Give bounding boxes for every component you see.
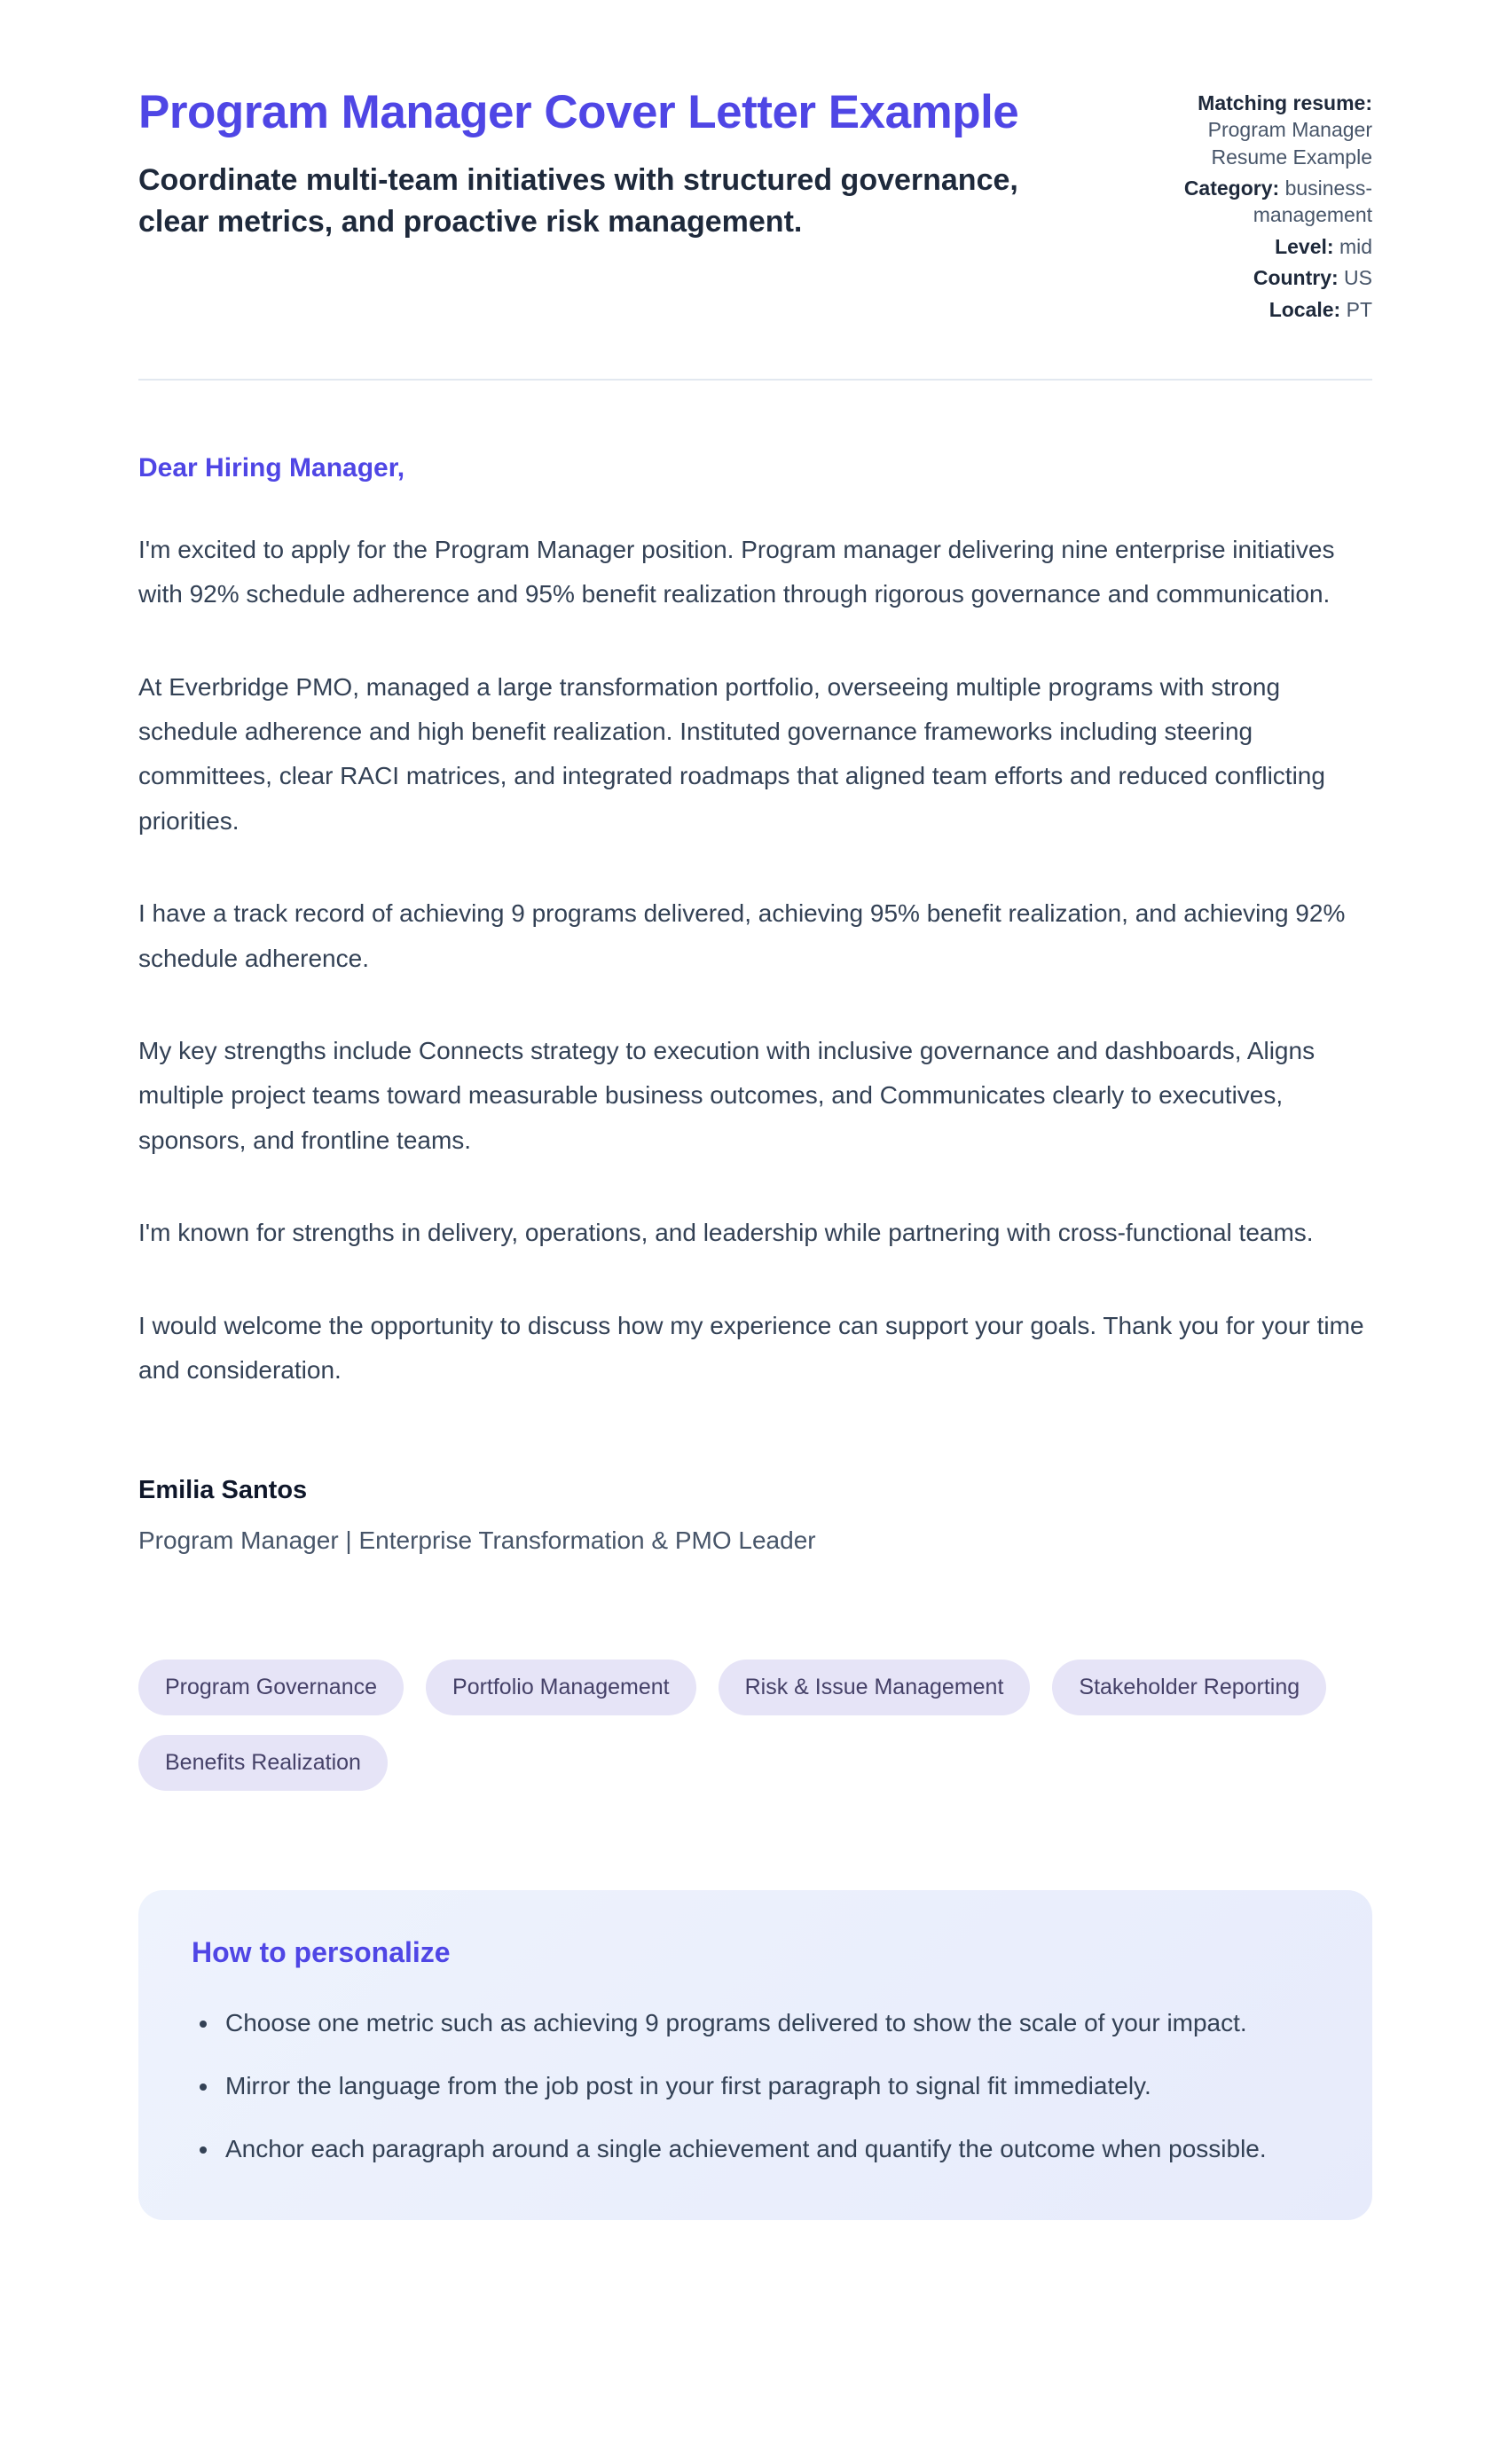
signature-name: Emilia Santos	[138, 1476, 308, 1505]
letter-paragraph: I have a track record of achieving 9 programs delivered, achieving 95% benefit realization, and achieving 92% schedule adherence.	[138, 899, 1346, 972]
skill-tag: Program Governance	[138, 1660, 404, 1715]
meta-matching-resume-label: Matching resume:	[1198, 91, 1372, 114]
personalize-tip: • Anchor each paragraph around a single achievement and quantify the outcome when possible.	[220, 2127, 1319, 2170]
letter-paragraph: At Everbridge PMO, managed a large transformation portfolio, overseeing multiple programs with strong schedule adherence and high benefit realization. Instituted governance frameworks including steering committees, clear RACI matrices, and integrated roadmaps that aligned team efforts and reduced conflicting priorities.	[138, 672, 1325, 835]
meta-level-value: mid	[1339, 234, 1372, 258]
skill-tag: Portfolio Management	[426, 1660, 696, 1715]
meta-category-label: Category:	[1183, 177, 1280, 200]
skill-tag: Benefits Realization	[138, 1735, 388, 1791]
meta-category	[1145, 175, 1372, 229]
letter-paragraph: I'm known for strengths in delivery, operations, and leadership while partnering with cross-functional teams.	[138, 1219, 1314, 1247]
personalize-tip: • Mirror the language from the job post in your first paragraph to signal fit immediately.	[220, 2064, 1319, 2107]
meta-locale-label: Locale:	[1268, 297, 1341, 321]
letter-paragraph: I'm excited to apply for the Program Manager position. Program manager delivering nine enterprise initiatives with 92% schedule adherence and 95% benefit realization through rigorous governance and communication.	[138, 535, 1335, 608]
skill-tag: Stakeholder Reporting	[1052, 1660, 1326, 1715]
personalize-heading: How to personalize	[192, 1936, 451, 1969]
meta-country-value: US	[1344, 266, 1372, 290]
meta-level-label: Level:	[1275, 234, 1334, 258]
page-header	[138, 84, 1372, 381]
meta-category-value: business-management	[1253, 177, 1372, 227]
signature-title: Program Manager | Enterprise Transformation & PMO Leader	[138, 1526, 816, 1555]
personalize-tip: • Choose one metric such as achieving 9 programs delivered to show the scale of your impact.	[220, 2001, 1319, 2044]
skill-tag: Risk & Issue Management	[719, 1660, 1031, 1715]
meta-level	[1145, 233, 1372, 260]
page-subtitle: Coordinate multi-team initiatives with structured governance, clear metrics, and proactive risk management.	[138, 162, 1018, 239]
meta-locale-value: PT	[1346, 297, 1372, 321]
cover-letter-body	[138, 453, 1372, 1555]
personalize-tip-list	[177, 2001, 1319, 2170]
meta-locale	[1145, 296, 1372, 323]
meta-matching-resume	[1145, 90, 1372, 170]
signature-block	[138, 1476, 1372, 1555]
letter-paragraph: I would welcome the opportunity to discuss how my experience can support your goals. Thank you for your time and consideration.	[138, 1311, 1364, 1384]
meta-country	[1145, 264, 1372, 291]
page-title: Program Manager Cover Letter Example	[138, 86, 1019, 138]
resume-meta-panel	[1145, 84, 1372, 327]
meta-country-label: Country:	[1253, 266, 1339, 290]
skill-tags	[138, 1660, 1372, 1791]
salutation: Dear Hiring Manager,	[138, 452, 405, 483]
meta-matching-resume-value: Program Manager Resume Example	[1207, 118, 1372, 169]
letter-paragraph: My key strengths include Connects strategy to execution with inclusive governance and dashboards, Aligns multiple project teams toward measurable business outcomes, and Communicates clearly to executives, sponsors, and frontline teams.	[138, 1037, 1316, 1154]
how-to-personalize-box	[138, 1890, 1372, 2220]
header-title-block	[138, 84, 1034, 242]
